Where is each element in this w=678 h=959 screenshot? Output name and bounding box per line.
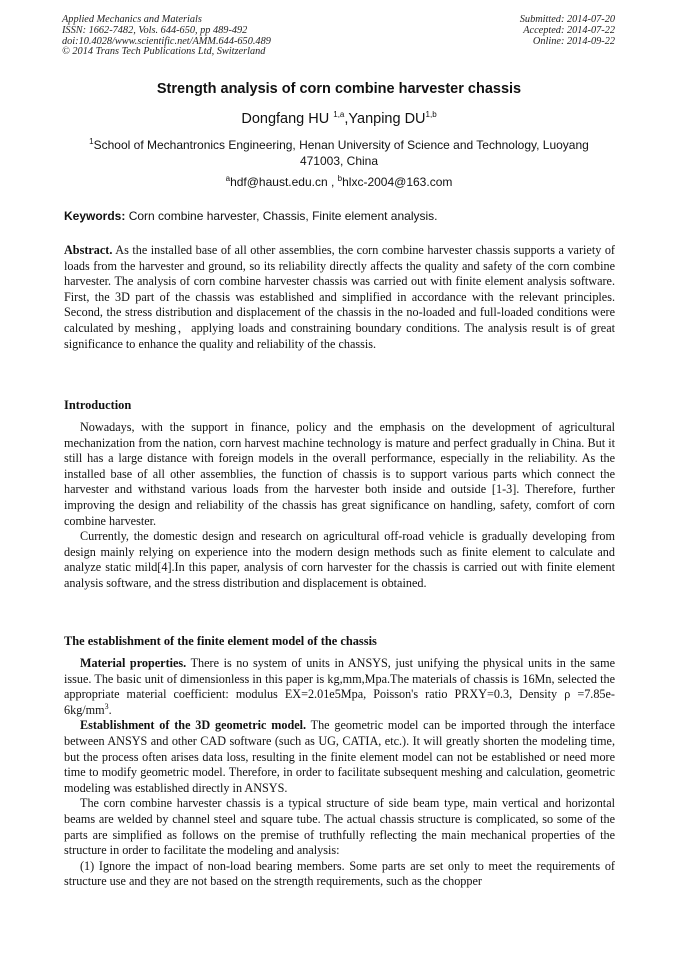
online-date: Online: 2014-09-22 xyxy=(532,35,615,47)
paragraph: The corn combine harvester chassis is a typical structure of side beam type, main vertical and horizontal beams are welded by channel steel and square tube. The actual chassis structure is complicated, so some of the parts are simplified as follows on the premise of truthfully reflecting the main mechanical properties of the structure in order to facilitate the modeling and analysis: xyxy=(64,796,615,858)
section-heading: The establishment of the finite element model of the chassis xyxy=(64,634,377,648)
abstract-text: As the installed base of all other assemblies, the corn combine harvester chassis supports a variety of loads from the harvester and ground, so its reliability directly affects the quality and safety of the corn combine harvester. The analysis of corn combine harvester chassis was carried out with finite element analysis software. First, the 3D part of the chassis was established and simplified in accordance with the relevant principles. Second, the stress distribution and displacement of the chassis in the no-loaded and full-loaded conditions were calculated by meshing，applying loads and constraining boundary conditions. The analysis result is of great significance to enhance the quality and reliability of the chassis. xyxy=(64,243,615,351)
abstract xyxy=(64,243,615,352)
author-separator: , xyxy=(344,111,349,127)
issn-line: ISSN: 1662-7482, Vols. 644-650, pp 489-492 xyxy=(62,24,248,36)
paragraph: Nowadays, with the support in finance, policy and the emphasis on the development of agricultural mechanization from the nation, corn harvest machine technology is mature and perfect gradually in China. But it still has a large distance with foreign models in the overall performance, especially in the reliability. As the installed base of all other assemblies, the function of chassis is to support various parts which connect the harvester and withstand various loads from the harvester both inside and outside [1-3]. Therefore, further improving the design and reliability of the chassis has great significance on handling, safety, comfort of corn combine harvester. xyxy=(64,420,615,528)
accepted-date: Accepted: 2014-07-22 xyxy=(523,24,615,36)
paragraph: (1) Ignore the impact of non-load bearing members. Some parts are set only to meet the requirements of structure use and they are not based on the strength requirements, such as the chopper xyxy=(64,858,615,889)
abstract-label: Abstract. xyxy=(64,243,113,257)
email-link[interactable]: hdf@haust.edu.cn xyxy=(230,175,328,189)
email-separator: , xyxy=(327,175,338,189)
run-in-heading: Material properties. xyxy=(80,656,187,670)
run-in-heading: Establishment of the 3D geometric model. xyxy=(80,718,307,733)
author-line xyxy=(0,111,678,127)
affiliation-mark: 1 xyxy=(89,137,94,146)
doi-line: doi:10.4028/www.scientific.net/AMM.644-650.489 xyxy=(62,35,271,47)
paper-title: Strength analysis of corn combine harvester chassis xyxy=(156,81,522,97)
author-name: Dongfang HU xyxy=(241,111,334,127)
unit-exponent: 3 xyxy=(104,701,109,711)
journal-info xyxy=(62,15,271,58)
submission-dates xyxy=(520,15,615,47)
email-line xyxy=(0,175,678,189)
email-mark: a xyxy=(225,174,231,183)
author-affil-mark: 1,a xyxy=(333,110,345,120)
affiliation-text: School of Mechantronics Engineering, Henan University of Science and Technology, Luoyang 471003, China xyxy=(93,138,589,168)
keywords xyxy=(64,209,616,223)
keywords-label: Keywords: xyxy=(64,209,126,223)
email-link[interactable]: hlxc-2004@163.com xyxy=(342,175,453,189)
section-heading: Introduction xyxy=(64,398,132,412)
submitted-date: Submitted: 2014-07-20 xyxy=(519,14,615,25)
keywords-text: Corn combine harvester, Chassis, Finite element analysis. xyxy=(125,209,438,223)
copyright-line: © 2014 Trans Tech Publications Ltd, Switzerland xyxy=(62,46,266,58)
author-affil-mark: 1,b xyxy=(425,110,437,120)
affiliation xyxy=(70,137,608,169)
journal-name: Applied Mechanics and Materials xyxy=(62,14,202,25)
paragraph xyxy=(64,656,615,718)
paragraph xyxy=(64,718,615,796)
paragraph-text: The geometric model can be imported through the interface between ANSYS and other CAD software (such as UG, CATIA, etc.). It will greatly shorten the modeling time, but the process often arises data loss, resulting in the finite element model can not be established or need more time to modify geometric model. Therefore, in order to facilitate subsequent meshing and calculation, geometric modeling was established directly in ANSYS. xyxy=(64,718,615,795)
section-body xyxy=(64,656,615,890)
author-name: Yanping DU xyxy=(348,111,426,127)
paragraph-end: . xyxy=(108,702,112,717)
email-mark: b xyxy=(337,174,343,183)
paragraph-text: There is no system of units in ANSYS, just unifying the physical units in the same issue. The basic unit of dimensionless in this paper is kg,mm,Mpa.The materials of chassis is 16Mn, selected the appropriate material coefficient: modulus EX=2.01e5Mpa, Poisson's ratio PRXY=0.3, Density ρ =7.85e-6kg/mm xyxy=(64,656,615,717)
paragraph: Currently, the domestic design and research on agricultural off-road vehicle is gradually developing from design mainly relying on experience into the modern design methods such as finite element to calculate and analyze static mild[4].In this paper, analysis of corn harvester for the chassis is carried out with finite element analysis software, and the stress distribution and displacement is obtained. xyxy=(64,529,615,590)
intro-body xyxy=(64,420,615,592)
